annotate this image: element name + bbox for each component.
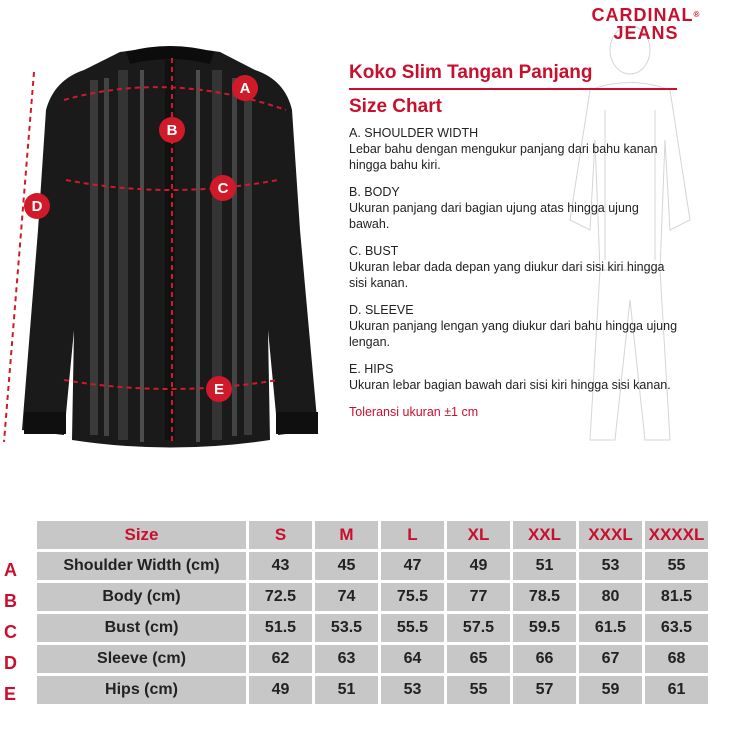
row-letter: E: [4, 684, 17, 704]
table-cell: 74: [315, 583, 378, 611]
table-cell: 51: [315, 676, 378, 704]
table-cell: 55: [447, 676, 510, 704]
table-cell: 77: [447, 583, 510, 611]
item-heading: E. HIPS: [349, 362, 394, 376]
table-cell: 62: [249, 645, 312, 673]
size-header: XXXL: [579, 521, 642, 549]
item-description: Ukuran lebar bagian bawah dari sisi kiri hingga sisi kanan.: [349, 378, 671, 392]
table-cell: 51: [513, 552, 576, 580]
size-header: S: [249, 521, 312, 549]
item-heading: A. SHOULDER WIDTH: [349, 126, 479, 140]
table-cell: 55.5: [381, 614, 444, 642]
table-cell: 61: [645, 676, 708, 704]
table-cell: 53.5: [315, 614, 378, 642]
item-description: Ukuran panjang dari bagian ujung atas hingga ujung bawah.: [349, 201, 639, 231]
row-label: Hips (cm): [37, 676, 246, 704]
item-heading: B. BODY: [349, 185, 400, 199]
row-letter: A: [4, 560, 17, 580]
marker-d: D: [31, 198, 43, 215]
brand-name-line1: CARDINAL: [591, 5, 694, 25]
item-heading: C. BUST: [349, 244, 399, 258]
row-letter: C: [4, 622, 17, 642]
table-cell: 72.5: [249, 583, 312, 611]
table-cell: 65: [447, 645, 510, 673]
shirt-illustration: [0, 30, 340, 470]
row-letter: B: [4, 591, 17, 611]
row-label: Bust (cm): [37, 614, 246, 642]
measurement-item-b: [349, 185, 679, 232]
size-column-header: Size: [37, 521, 246, 549]
table-cell: 80: [579, 583, 642, 611]
table-header-row: [37, 521, 708, 549]
table-cell: 47: [381, 552, 444, 580]
measurement-item-a: [349, 126, 679, 173]
table-cell: 68: [645, 645, 708, 673]
brand-name-line2: JEANS: [613, 23, 679, 43]
table-cell: 78.5: [513, 583, 576, 611]
table-cell: 49: [447, 552, 510, 580]
page-title: Koko Slim Tangan Panjang: [349, 62, 593, 83]
measurement-item-e: [349, 362, 679, 393]
table-row: [37, 614, 708, 642]
size-table: [34, 518, 711, 707]
marker-c: C: [217, 180, 229, 197]
title-divider: [349, 88, 677, 90]
table-cell: 57: [513, 676, 576, 704]
table-cell: 75.5: [381, 583, 444, 611]
marker-a: A: [239, 80, 251, 97]
table-row: [37, 552, 708, 580]
table-cell: 66: [513, 645, 576, 673]
item-description: Ukuran lebar dada depan yang diukur dari sisi kiri hingga sisi kanan.: [349, 260, 665, 290]
size-header: XXXXL: [645, 521, 708, 549]
table-cell: 67: [579, 645, 642, 673]
page-subtitle: Size Chart: [349, 96, 442, 117]
marker-b: B: [166, 122, 178, 139]
row-letter: D: [4, 653, 17, 673]
description-panel: [349, 60, 679, 419]
table-cell: 64: [381, 645, 444, 673]
size-header: XXL: [513, 521, 576, 549]
table-cell: 53: [381, 676, 444, 704]
table-cell: 59.5: [513, 614, 576, 642]
shirt-svg: [0, 30, 340, 470]
tolerance-note: Toleransi ukuran ±1 cm: [349, 405, 479, 419]
table-cell: 43: [249, 552, 312, 580]
table-cell: 61.5: [579, 614, 642, 642]
table-row: [37, 583, 708, 611]
table-cell: 63.5: [645, 614, 708, 642]
marker-e: E: [213, 381, 225, 398]
item-description: Ukuran panjang lengan yang diukur dari bahu hingga ujung lengan.: [349, 319, 678, 349]
item-description: Lebar bahu dengan mengukur panjang dari bahu kanan hingga bahu kiri.: [349, 142, 658, 172]
table-row: [37, 676, 708, 704]
table-cell: 45: [315, 552, 378, 580]
measurement-item-d: [349, 303, 679, 350]
table-cell: 63: [315, 645, 378, 673]
row-letter-column: [0, 555, 30, 710]
table-cell: 55: [645, 552, 708, 580]
table-cell: 57.5: [447, 614, 510, 642]
row-label: Shoulder Width (cm): [37, 552, 246, 580]
size-header: M: [315, 521, 378, 549]
table-cell: 53: [579, 552, 642, 580]
row-label: Body (cm): [37, 583, 246, 611]
table-row: [37, 645, 708, 673]
row-label: Sleeve (cm): [37, 645, 246, 673]
size-table-section: [0, 518, 746, 746]
table-cell: 81.5: [645, 583, 708, 611]
measurement-item-c: [349, 244, 679, 291]
size-header: XL: [447, 521, 510, 549]
registered-mark: ®: [693, 10, 701, 19]
table-cell: 49: [249, 676, 312, 704]
item-heading: D. SLEEVE: [349, 303, 414, 317]
size-header: L: [381, 521, 444, 549]
table-cell: 59: [579, 676, 642, 704]
table-cell: 51.5: [249, 614, 312, 642]
